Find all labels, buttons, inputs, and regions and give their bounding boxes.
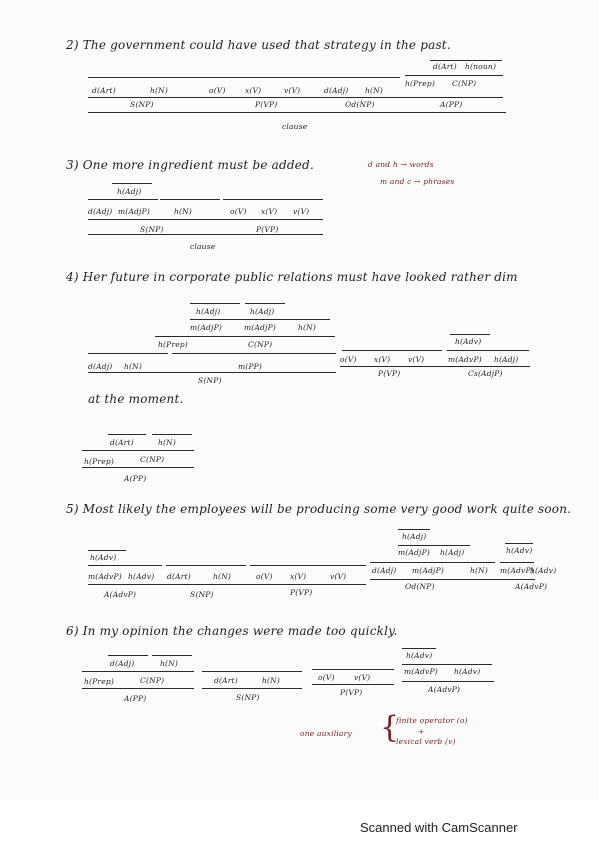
label: C(NP) [140, 455, 165, 464]
sentence-3: 3) One more ingredient must be added. [66, 158, 314, 172]
label: h(N) [365, 86, 384, 95]
label: v(V) [354, 673, 371, 682]
label: v(V) [293, 207, 310, 216]
note-one-auxiliary: one auxiliary [300, 729, 352, 738]
note-lexical-verb: lexical verb (v) [396, 737, 456, 746]
label: o(V) [340, 355, 357, 364]
bracket-line [312, 669, 394, 670]
bracket-line [447, 350, 529, 351]
bracket-line [223, 199, 323, 200]
label: m(AdvP) [448, 355, 482, 364]
label: h(N) [124, 362, 143, 371]
label: h(Adj) [402, 532, 427, 541]
bracket-line [405, 75, 503, 76]
bracket-line [88, 353, 168, 354]
label: m(AdvP) [404, 667, 438, 676]
label: h(Adj) [196, 307, 221, 316]
label: v(V) [330, 572, 347, 581]
label: h(Prep) [405, 79, 435, 88]
label: C(NP) [248, 340, 273, 349]
bracket-line [190, 319, 330, 320]
label: h(Adv) [454, 667, 481, 676]
label: h(Adv) [506, 546, 533, 555]
label: h(Adj) [494, 355, 519, 364]
label-clause: clause [190, 242, 216, 251]
bracket-line [88, 584, 366, 585]
label: h(N) [213, 572, 232, 581]
label: Cs(AdjP) [468, 369, 503, 378]
bracket-line [398, 545, 470, 546]
label: P(VP) [255, 100, 278, 109]
label: h(noun) [465, 62, 497, 71]
bracket-line [402, 681, 494, 682]
label: C(NP) [452, 79, 477, 88]
bracket-line [152, 434, 192, 435]
bracket-line [112, 183, 152, 184]
label: x(V) [261, 207, 278, 216]
bracket-line [108, 655, 148, 656]
label: d(Art) [214, 676, 238, 685]
label: h(Prep) [84, 457, 114, 466]
label: d(Art) [110, 438, 134, 447]
label: h(Adj) [117, 187, 142, 196]
note-finite-operator: finite operator (o) [396, 716, 468, 725]
label: P(VP) [290, 588, 313, 597]
bracket-line [88, 97, 503, 98]
label: S(NP) [130, 100, 154, 109]
note-plus: + [418, 727, 425, 736]
label: m(AdvP) [88, 572, 122, 581]
label: m(AdjP) [190, 323, 222, 332]
note-phrases: m and c → phrases [380, 177, 455, 186]
bracket-line [370, 579, 535, 580]
bracket-line [88, 77, 400, 78]
label: d(Adj) [372, 566, 397, 575]
label: o(V) [230, 207, 247, 216]
label: P(VP) [340, 688, 363, 697]
sentence-6: 6) In my opinion the changes were made too quickly. [66, 624, 398, 638]
label: S(NP) [198, 376, 222, 385]
bracket-line [505, 543, 533, 544]
bracket-line [402, 664, 492, 665]
bracket-line [82, 671, 194, 672]
label: A(AdvP) [515, 582, 548, 591]
label: v(V) [284, 86, 301, 95]
label: h(Adv) [455, 337, 482, 346]
bracket-line [155, 336, 335, 337]
bracket-line [108, 434, 146, 435]
label: S(NP) [236, 693, 260, 702]
label: A(AdvP) [428, 685, 461, 694]
label: d(Adj) [88, 207, 113, 216]
bracket-line [250, 565, 366, 566]
bracket-line [202, 688, 302, 689]
label: d(Adj) [88, 362, 113, 371]
label: d(Adj) [110, 659, 135, 668]
bracket-line [82, 467, 194, 468]
curly-brace: { [380, 710, 400, 745]
label: S(NP) [140, 225, 164, 234]
label: A(PP) [124, 474, 147, 483]
sentence-2: 2) The government could have used that strategy in the past. [66, 38, 451, 52]
label: Od(NP) [345, 100, 375, 109]
bracket-line [342, 350, 442, 351]
label: x(V) [290, 572, 307, 581]
label: m(AdjP) [244, 323, 276, 332]
label: x(V) [245, 86, 262, 95]
label: h(N) [174, 207, 193, 216]
bracket-line [450, 334, 490, 335]
label: m(AdvP) [500, 566, 534, 575]
label: m(PP) [238, 362, 263, 371]
bracket-line [340, 366, 530, 367]
label: h(Prep) [84, 677, 114, 686]
bracket-line [88, 234, 323, 235]
sentence-4: 4) Her future in corporate public relations must have looked rather dim [66, 270, 518, 284]
bracket-line [152, 655, 192, 656]
label: S(NP) [190, 590, 214, 599]
label: d(Art) [92, 86, 116, 95]
bracket-line [402, 648, 436, 649]
label: A(AdvP) [104, 590, 137, 599]
bracket-line [172, 353, 336, 354]
label: h(N) [158, 438, 177, 447]
label: d(Adj) [324, 86, 349, 95]
label: h(Adj) [440, 548, 465, 557]
label: Od(NP) [405, 582, 435, 591]
bracket-line [88, 219, 323, 220]
label: h(Prep) [158, 340, 188, 349]
label: h(Adv) [90, 553, 117, 562]
sentence-4-tail: at the moment. [88, 392, 184, 406]
label: o(V) [256, 572, 273, 581]
bracket-line [88, 550, 126, 551]
bracket-line [88, 565, 162, 566]
label: o(V) [318, 673, 335, 682]
label: h(N) [262, 676, 281, 685]
camscanner-watermark: Scanned with CamScanner [360, 820, 518, 835]
note-words: d and h → words [368, 160, 434, 169]
label: v(V) [408, 355, 425, 364]
bracket-line [370, 562, 495, 563]
label: A(PP) [124, 694, 147, 703]
label: A(PP) [440, 100, 463, 109]
label: P(VP) [378, 369, 401, 378]
label: h(Adv) [530, 566, 557, 575]
bracket-line [82, 450, 194, 451]
label: h(Adv) [406, 651, 433, 660]
label: d(Art) [167, 572, 191, 581]
bracket-line [88, 372, 336, 373]
bracket-line [190, 303, 240, 304]
bracket-line [312, 684, 394, 685]
label: h(N) [160, 659, 179, 668]
bracket-line [166, 565, 246, 566]
bracket-line [82, 688, 194, 689]
bracket-line [398, 529, 430, 530]
label: x(V) [374, 355, 391, 364]
label: d(Art) [433, 62, 457, 71]
label: o(V) [209, 86, 226, 95]
label: m(AdjP) [398, 548, 430, 557]
label: h(Adj) [250, 307, 275, 316]
bracket-line [430, 60, 502, 61]
label: C(NP) [140, 676, 165, 685]
label: h(N) [150, 86, 169, 95]
label: P(VP) [256, 225, 279, 234]
bracket-line [245, 303, 285, 304]
sentence-5: 5) Most likely the employees will be producing some very good work quite soon. [66, 502, 572, 516]
bracket-line [160, 199, 220, 200]
bracket-line [202, 671, 302, 672]
bracket-line [88, 199, 158, 200]
label: m(AdjP) [118, 207, 150, 216]
bracket-line [500, 562, 534, 563]
label: h(N) [298, 323, 317, 332]
label: h(N) [470, 566, 489, 575]
label-clause: clause [282, 122, 308, 131]
label: h(Adv) [128, 572, 155, 581]
label: m(AdjP) [412, 566, 444, 575]
bracket-line [88, 112, 506, 113]
